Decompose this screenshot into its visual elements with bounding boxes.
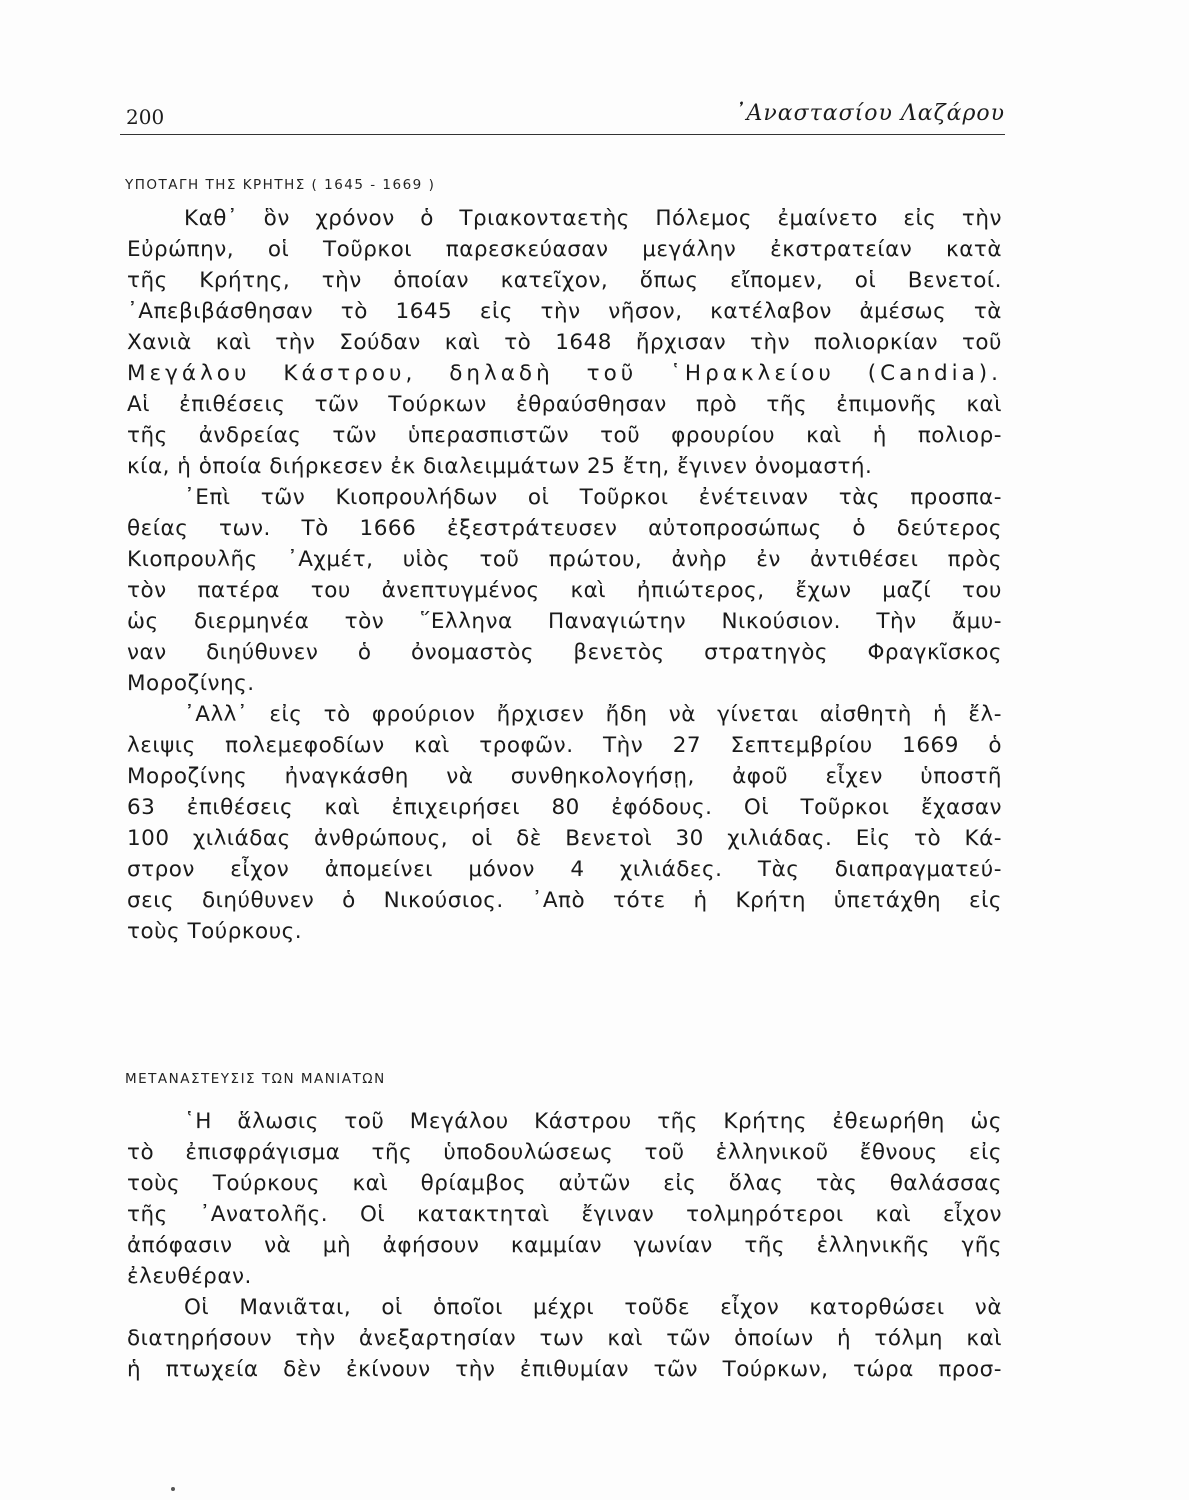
text-line: 100 χιλιάδας ἀνθρώπους, οἱ δὲ Βενετοὶ 30 χιλιάδας. Εἰς τὸ Κά- bbox=[127, 826, 1002, 851]
header-rule bbox=[120, 134, 1005, 135]
text-line: τῆς ᾽Ανατολῆς. Οἱ κατακτηταὶ ἔγιναν τολμηρότεροι καὶ εἶχον bbox=[127, 1202, 1002, 1227]
text-line: ναν διηύθυνεν ὁ ὀνομαστὸς βενετὸς στρατηγὸς Φραγκῖσκος bbox=[127, 640, 1002, 665]
text-line: Καθ᾽ ὃν χρόνον ὁ Τριακονταετὴς Πόλεμος ἐμαίνετο εἰς τὴν bbox=[184, 206, 1002, 231]
body-text-crete bbox=[127, 203, 1002, 947]
text-line: Μοροζίνης ἠναγκάσθη νὰ συνθηκολογήσῃ, ἀφοῦ εἶχεν ὑποστῆ bbox=[127, 764, 1002, 789]
text-line: Εὐρώπην, οἱ Τοῦρκοι παρεσκεύασαν μεγάλην ἐκστρατείαν κατὰ bbox=[127, 237, 1002, 262]
text-line: τῆς ἀνδρείας τῶν ὑπερασπιστῶν τοῦ φρουρίου καὶ ἡ πολιορ- bbox=[127, 423, 1002, 448]
text-line: ἐλευθέραν. bbox=[127, 1264, 252, 1289]
text-line: ὡς διερμηνέα τὸν ῞Ελληνα Παναγιώτην Νικούσιον. Τὴν ἄμυ- bbox=[127, 609, 1002, 634]
text-line: στρον εἶχον ἀπομείνει μόνον 4 χιλιάδες. Τὰς διαπραγματεύ- bbox=[127, 857, 1002, 882]
text-line: Οἱ Μανιᾶται, οἱ ὁποῖοι μέχρι τοῦδε εἶχον κατορθώσει νὰ bbox=[184, 1295, 1002, 1320]
text-line: ᾽Επὶ τῶν Κιοπρουλήδων οἱ Τοῦρκοι ἐνέτειναν τὰς προσπα- bbox=[184, 485, 1002, 510]
text-line: διατηρήσουν τὴν ἀνεξαρτησίαν των καὶ τῶν ὁποίων ἡ τόλμη καὶ bbox=[127, 1326, 1002, 1351]
text-line: ἡ πτωχεία δὲν ἐκίνουν τὴν ἐπιθυμίαν τῶν Τούρκων, τώρα προσ- bbox=[127, 1357, 1002, 1382]
text-line: τὸν πατέρα του ἀνεπτυγμένος καὶ ἠπιώτερος, ἔχων μαζί του bbox=[127, 578, 1002, 603]
text-line: ῾Η ἅλωσις τοῦ Μεγάλου Κάστρου τῆς Κρήτης ἐθεωρήθη ὡς bbox=[184, 1109, 1002, 1134]
page-number: 200 bbox=[126, 105, 165, 129]
running-author: ᾽Αναστασίου Λαζάρου bbox=[734, 101, 1005, 126]
text-line: Χανιὰ καὶ τὴν Σούδαν καὶ τὸ 1648 ἤρχισαν τὴν πολιορκίαν τοῦ bbox=[127, 330, 1002, 355]
running-header bbox=[120, 95, 1005, 135]
section-heading-crete: ΥΠΟΤΑΓΗ ΤΗΣ ΚΡΗΤΗΣ ( 1645 - 1669 ) bbox=[125, 177, 436, 193]
text-line: Κιοπρουλῆς ᾽Αχμέτ, υἱὸς τοῦ πρώτου, ἀνὴρ ἐν ἀντιθέσει πρὸς bbox=[127, 547, 1002, 572]
text-line: Μοροζίνης. bbox=[127, 671, 255, 696]
text-line: τοὺς Τούρκους. bbox=[127, 919, 303, 944]
text-line: ἀπόφασιν νὰ μὴ ἀφήσουν καμμίαν γωνίαν τῆς ἑλληνικῆς γῆς bbox=[127, 1233, 1002, 1258]
text-line: κία, ἡ ὁποία διήρκεσεν ἐκ διαλειμμάτων 25 ἔτη, ἔγινεν ὀνομαστή. bbox=[127, 454, 873, 479]
text-line: θείας των. Τὸ 1666 ἐξεστράτευσεν αὐτοπροσώπως ὁ δεύτερος bbox=[127, 516, 1002, 541]
text-line: τοὺς Τούρκους καὶ θρίαμβος αὐτῶν εἰς ὅλας τὰς θαλάσσας bbox=[127, 1171, 1002, 1196]
ink-speck bbox=[171, 1487, 175, 1491]
section-heading-maniots: ΜΕΤΑΝΑΣΤΕΥΣΙΣ ΤΩΝ ΜΑΝΙΑΤΩΝ bbox=[125, 1071, 386, 1087]
body-text-maniots bbox=[127, 1106, 1002, 1385]
text-line: σεις διηύθυνεν ὁ Νικούσιος. ᾽Απὸ τότε ἡ Κρήτη ὑπετάχθη εἰς bbox=[127, 888, 1002, 913]
text-line: Αἱ ἐπιθέσεις τῶν Τούρκων ἐθραύσθησαν πρὸ τῆς ἐπιμονῆς καὶ bbox=[127, 392, 1002, 417]
text-line: ᾽Αλλ᾽ εἰς τὸ φρούριον ἤρχισεν ἤδη νὰ γίνεται αἰσθητὴ ἡ ἔλ- bbox=[184, 702, 1002, 727]
text-line: ᾽Απεβιβάσθησαν τὸ 1645 εἰς τὴν νῆσον, κατέλαβον ἀμέσως τὰ bbox=[127, 299, 1002, 324]
text-line: 63 ἐπιθέσεις καὶ ἐπιχειρήσει 80 ἐφόδους. Οἱ Τοῦρκοι ἔχασαν bbox=[127, 795, 1002, 820]
text-line: λειψις πολεμεφοδίων καὶ τροφῶν. Τὴν 27 Σεπτεμβρίου 1669 ὁ bbox=[127, 733, 1002, 758]
text-line: Μεγάλου Κάστρου, δηλαδὴ τοῦ ῾Ηρακλείου (Candia). bbox=[127, 361, 1002, 386]
text-line: τὸ ἐπισφράγισμα τῆς ὑποδουλώσεως τοῦ ἑλληνικοῦ ἔθνους εἰς bbox=[127, 1140, 1002, 1165]
text-line: τῆς Κρήτης, τὴν ὁποίαν κατεῖχον, ὅπως εἴπομεν, οἱ Βενετοί. bbox=[127, 268, 1002, 293]
